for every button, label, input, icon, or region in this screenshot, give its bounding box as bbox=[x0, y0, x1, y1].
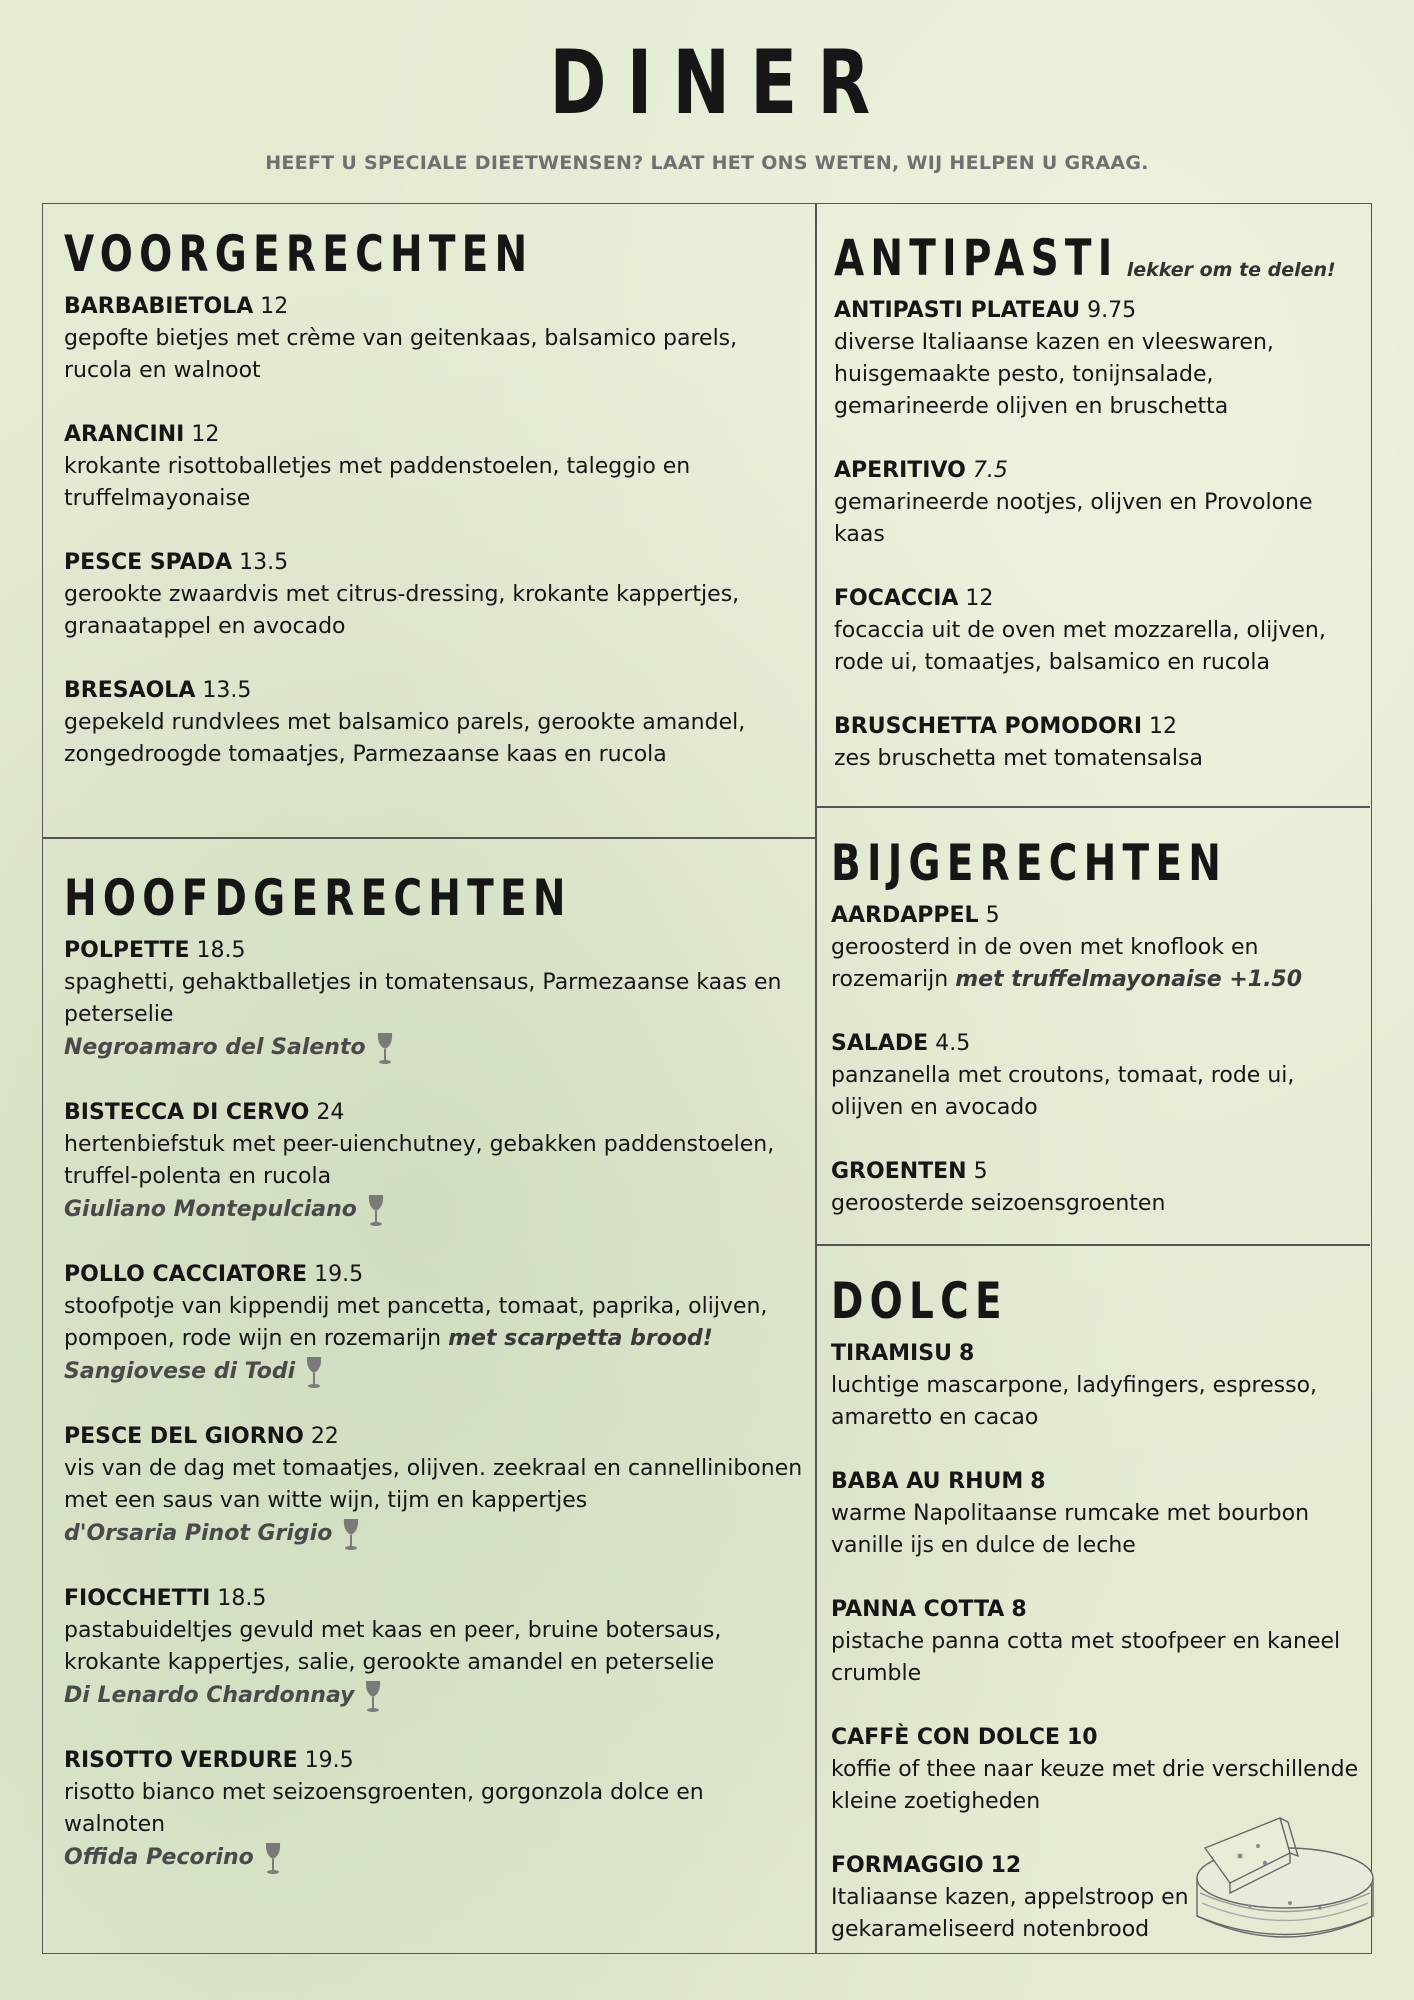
item-name: GROENTEN bbox=[831, 1159, 967, 1184]
item-description: geroosterde seizoensgroenten bbox=[831, 1191, 1166, 1216]
item-description: gemarineerde nootjes, olijven en Provolone kaas bbox=[834, 490, 1313, 547]
menu-item bbox=[64, 419, 804, 515]
page-title: DINER bbox=[549, 31, 891, 134]
menu-item bbox=[834, 583, 1364, 679]
menu-item bbox=[64, 1259, 804, 1389]
menu-item bbox=[834, 295, 1364, 423]
item-price: 24 bbox=[316, 1100, 345, 1125]
section-title: VOORGERECHTEN bbox=[64, 225, 534, 283]
item-price: 9.75 bbox=[1087, 298, 1137, 323]
divider-left bbox=[42, 837, 815, 839]
section-title: ANTIPASTI bbox=[834, 229, 1119, 287]
item-price: 12 bbox=[990, 1853, 1022, 1878]
item-name: POLLO CACCIATORE bbox=[64, 1262, 308, 1287]
item-price: 22 bbox=[310, 1424, 339, 1449]
item-name: APERITIVO bbox=[834, 458, 966, 483]
item-description: stoofpotje van kippendij met pancetta, tomaat, paprika, olijven, pompoen, rode wijn en rozemarijn met scarpetta brood! bbox=[64, 1294, 768, 1351]
menu-item bbox=[64, 291, 804, 387]
wine-pairing: Negroamaro del Salento bbox=[64, 1031, 804, 1065]
item-name: FORMAGGIO bbox=[831, 1853, 984, 1878]
item-description: diverse Italiaanse kazen en vleeswaren, huisgemaakte pesto, tonijnsalade, gemarineerde olijven en bruschetta bbox=[834, 330, 1274, 419]
item-description: krokante risottoballetjes met paddenstoelen, taleggio en truffelmayonaise bbox=[64, 454, 691, 511]
wine-glass-icon bbox=[376, 1031, 394, 1065]
cheese-illustration bbox=[1170, 1808, 1375, 1953]
item-name: PESCE DEL GIORNO bbox=[64, 1424, 304, 1449]
item-extra: met scarpetta brood! bbox=[448, 1326, 713, 1351]
item-description: risotto bianco met seizoensgroenten, gorgonzola dolce en walnoten bbox=[64, 1780, 704, 1837]
item-name: BARBABIETOLA bbox=[64, 294, 254, 319]
item-name: POLPETTE bbox=[64, 938, 190, 963]
menu-item bbox=[834, 455, 1364, 551]
item-price: 7.5 bbox=[972, 458, 1008, 483]
item-description: Italiaanse kazen, appelstroop en gekarameliseerd notenbrood bbox=[831, 1885, 1189, 1942]
item-description: pistache panna cotta met stoofpeer en kaneel crumble bbox=[831, 1629, 1341, 1686]
item-name: BRESAOLA bbox=[64, 678, 196, 703]
wine-glass-icon bbox=[342, 1517, 360, 1551]
menu-item bbox=[831, 1594, 1361, 1690]
wine-pairing: Di Lenardo Chardonnay bbox=[64, 1679, 804, 1713]
item-price: 12 bbox=[191, 422, 220, 447]
item-description: geroosterd in de oven met knoflook en rozemarijn met truffelmayonaise +1.50 bbox=[831, 935, 1303, 992]
item-name: PESCE SPADA bbox=[64, 550, 233, 575]
menu-item bbox=[64, 1745, 804, 1875]
item-price: 19.5 bbox=[304, 1748, 354, 1773]
menu-item bbox=[64, 675, 804, 771]
item-price: 5 bbox=[985, 903, 1000, 928]
section-hoofdgerechten bbox=[64, 869, 804, 1907]
menu-item bbox=[64, 1097, 804, 1227]
item-price: 13.5 bbox=[202, 678, 252, 703]
menu-item bbox=[64, 935, 804, 1065]
item-name: AARDAPPEL bbox=[831, 903, 979, 928]
item-description: gepofte bietjes met crème van geitenkaas, balsamico parels, rucola en walnoot bbox=[64, 326, 738, 383]
section-antipasti bbox=[834, 229, 1364, 807]
item-description: luchtige mascarpone, ladyfingers, espresso, amaretto en cacao bbox=[831, 1373, 1318, 1430]
section-voorgerechten bbox=[64, 225, 804, 803]
item-description: gerookte zwaardvis met citrus-dressing, krokante kappertjes, granaatappel en avocado bbox=[64, 582, 740, 639]
item-price: 12 bbox=[260, 294, 289, 319]
item-name: CAFFÈ CON DOLCE bbox=[831, 1725, 1060, 1750]
section-title: BIJGERECHTEN bbox=[831, 834, 1228, 892]
menu-item bbox=[831, 1466, 1361, 1562]
item-description: warme Napolitaanse rumcake met bourbon vanille ijs en dulce de leche bbox=[831, 1501, 1310, 1558]
item-price: 12 bbox=[965, 586, 994, 611]
item-price: 8 bbox=[1030, 1469, 1046, 1494]
item-price: 18.5 bbox=[217, 1586, 267, 1611]
item-name: BABA AU RHUM bbox=[831, 1469, 1024, 1494]
wine-pairing: d'Orsaria Pinot Grigio bbox=[64, 1517, 804, 1551]
item-description: zes bruschetta met tomatensalsa bbox=[834, 746, 1203, 771]
item-name: ARANCINI bbox=[64, 422, 185, 447]
menu-item bbox=[831, 1028, 1361, 1124]
wine-glass-icon bbox=[364, 1679, 382, 1713]
item-description: vis van de dag met tomaatjes, olijven. zeekraal en cannellinibonen met een saus van witte wijn, tijm en kappertjes bbox=[64, 1456, 803, 1513]
item-price: 10 bbox=[1067, 1725, 1098, 1750]
menu-item bbox=[64, 1421, 804, 1551]
menu-item bbox=[831, 1338, 1361, 1434]
item-price: 4.5 bbox=[935, 1031, 971, 1056]
item-price: 5 bbox=[973, 1159, 988, 1184]
item-price: 8 bbox=[1011, 1597, 1027, 1622]
item-description: gepekeld rundvlees met balsamico parels, gerookte amandel, zongedroogde tomaatjes, Parmezaanse kaas en rucola bbox=[64, 710, 746, 767]
item-description: panzanella met croutons, tomaat, rode ui, olijven en avocado bbox=[831, 1063, 1295, 1120]
item-description: koffie of thee naar keuze met drie verschillende kleine zoetigheden bbox=[831, 1757, 1359, 1814]
section-bijgerechten bbox=[831, 834, 1361, 1252]
item-name: RISOTTO VERDURE bbox=[64, 1748, 298, 1773]
item-description: hertenbiefstuk met peer-uienchutney, gebakken paddenstoelen, truffel-polenta en rucola bbox=[64, 1132, 775, 1189]
menu-item bbox=[831, 900, 1361, 996]
section-title: HOOFDGERECHTEN bbox=[64, 869, 572, 927]
item-name: SALADE bbox=[831, 1031, 929, 1056]
item-description: spaghetti, gehaktballetjes in tomatensaus, Parmezaanse kaas en peterselie bbox=[64, 970, 782, 1027]
menu-item bbox=[831, 1156, 1361, 1220]
item-description: pastabuideltjes gevuld met kaas en peer, bruine botersaus, krokante kappertjes, salie, gerookte amandel en peterselie bbox=[64, 1618, 722, 1675]
wine-pairing: Offida Pecorino bbox=[64, 1841, 804, 1875]
wine-pairing: Sangiovese di Todi bbox=[64, 1355, 804, 1389]
wine-glass-icon bbox=[264, 1841, 282, 1875]
item-price: 18.5 bbox=[196, 938, 246, 963]
item-name: FIOCCHETTI bbox=[64, 1586, 211, 1611]
column-divider bbox=[815, 203, 817, 1954]
item-price: 12 bbox=[1149, 714, 1178, 739]
item-name: BRUSCHETTA POMODORI bbox=[834, 714, 1143, 739]
menu-item bbox=[64, 1583, 804, 1713]
wine-pairing: Giuliano Montepulciano bbox=[64, 1193, 804, 1227]
item-name: PANNA COTTA bbox=[831, 1597, 1005, 1622]
item-name: TIRAMISU bbox=[831, 1341, 952, 1366]
menu-item bbox=[834, 711, 1364, 775]
item-name: BISTECCA DI CERVO bbox=[64, 1100, 310, 1125]
menu-item bbox=[64, 547, 804, 643]
page-subtitle: HEEFT U SPECIALE DIEETWENSEN? LAAT HET ONS WETEN, WIJ HELPEN U GRAAG. bbox=[265, 152, 1149, 174]
menu-item bbox=[831, 1722, 1361, 1818]
item-price: 13.5 bbox=[239, 550, 289, 575]
item-price: 8 bbox=[958, 1341, 975, 1366]
item-extra: met truffelmayonaise +1.50 bbox=[955, 967, 1303, 992]
item-name: ANTIPASTI PLATEAU bbox=[834, 298, 1081, 323]
item-price: 19.5 bbox=[314, 1262, 364, 1287]
wine-glass-icon bbox=[305, 1355, 323, 1389]
item-description: focaccia uit de oven met mozzarella, olijven, rode ui, tomaatjes, balsamico en rucola bbox=[834, 618, 1326, 675]
item-name: FOCACCIA bbox=[834, 586, 959, 611]
section-title: DOLCE bbox=[831, 1272, 1008, 1330]
wine-glass-icon bbox=[367, 1193, 385, 1227]
section-note: lekker om te delen! bbox=[1126, 259, 1336, 281]
